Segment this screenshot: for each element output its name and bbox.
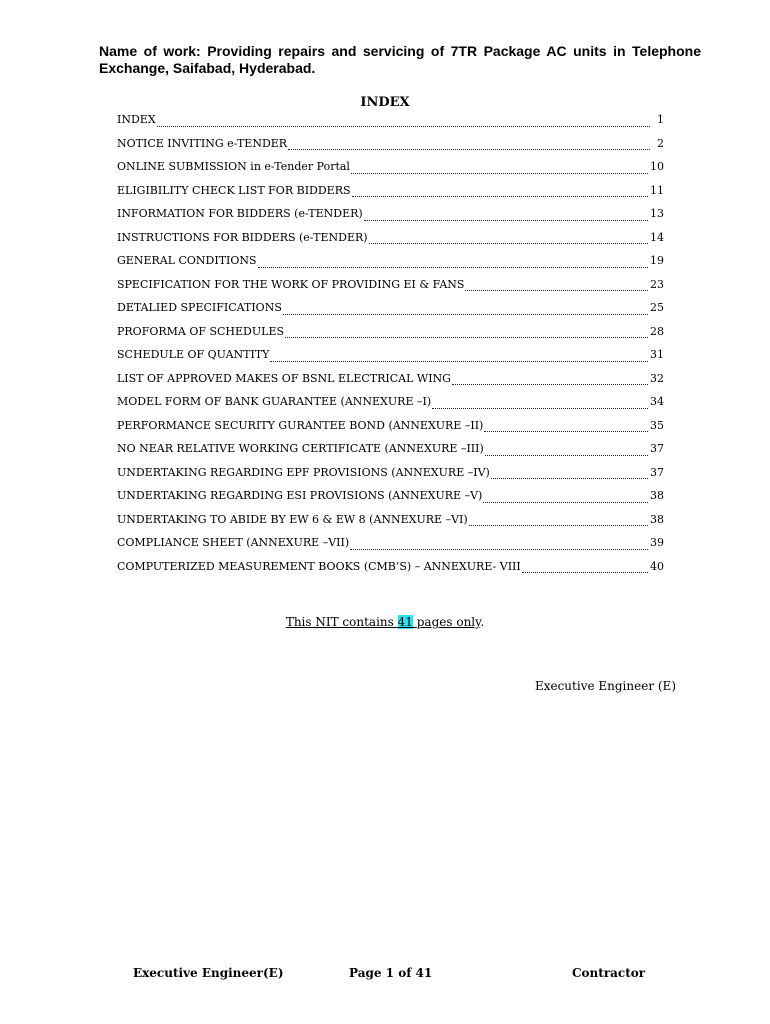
toc-dot-leader <box>485 454 648 456</box>
toc-entry <box>117 392 664 416</box>
toc-entry-page: 37 <box>650 465 664 479</box>
toc-entry-page: 11 <box>650 183 664 197</box>
table-of-contents <box>117 110 664 580</box>
toc-entry-title: INSTRUCTIONS FOR BIDDERS (e-TENDER) <box>117 230 368 244</box>
toc-entry <box>117 369 664 393</box>
toc-entry-title: NOTICE INVITING e-TENDER <box>117 136 288 150</box>
toc-entry <box>117 298 664 322</box>
toc-dot-leader <box>465 289 648 291</box>
toc-entry <box>117 181 664 205</box>
nit-note-period: . <box>480 615 485 629</box>
toc-entry-page: 14 <box>650 230 664 244</box>
toc-dot-leader <box>283 313 648 315</box>
toc-entry <box>117 510 664 534</box>
toc-entry-page: 34 <box>650 395 664 408</box>
toc-dot-leader <box>364 219 648 221</box>
toc-dot-leader <box>270 360 648 362</box>
footer-contractor: Contractor <box>572 966 646 980</box>
toc-entry-title: SPECIFICATION FOR THE WORK OF PROVIDING EI & FANS <box>117 277 465 291</box>
toc-entry <box>117 345 664 369</box>
index-heading: INDEX <box>360 95 410 110</box>
toc-dot-leader <box>491 477 648 479</box>
toc-entry <box>117 204 664 228</box>
toc-entry <box>117 110 664 134</box>
toc-dot-leader <box>452 383 648 385</box>
toc-entry-page: 2 <box>657 136 664 150</box>
toc-entry-title: COMPUTERIZED MEASUREMENT BOOKS (CMB’S) – ANNEXURE- VIII <box>117 559 521 573</box>
nit-note-suffix: pages only <box>416 615 481 629</box>
toc-entry-page: 32 <box>650 371 664 385</box>
toc-entry-page: 23 <box>650 277 664 291</box>
toc-entry-title: DETALIED SPECIFICATIONS <box>117 301 282 314</box>
toc-entry-title: COMPLIANCE SHEET (ANNEXURE –VII) <box>117 536 350 549</box>
toc-dot-leader <box>522 571 648 573</box>
toc-entry <box>117 322 664 346</box>
toc-entry-title: ONLINE SUBMISSION in e-Tender Portal <box>117 160 350 173</box>
toc-entry-page: 38 <box>650 489 664 502</box>
toc-entry-title: UNDERTAKING REGARDING EPF PROVISIONS (ANNEXURE –IV) <box>117 465 490 479</box>
toc-entry-page: 37 <box>650 442 664 455</box>
toc-entry-title: GENERAL CONDITIONS <box>117 254 257 267</box>
toc-entry <box>117 463 664 487</box>
toc-entry-title: UNDERTAKING REGARDING ESI PROVISIONS (ANNEXURE –V) <box>117 489 483 502</box>
toc-dot-leader <box>469 524 648 526</box>
toc-entry-title: ELIGIBILITY CHECK LIST FOR BIDDERS <box>117 183 351 197</box>
toc-entry-page: 19 <box>650 254 664 267</box>
toc-entry-page: 1 <box>657 113 664 126</box>
toc-entry-title: NO NEAR RELATIVE WORKING CERTIFICATE (ANNEXURE –III) <box>117 442 484 455</box>
toc-entry-page: 28 <box>650 324 664 338</box>
toc-entry-title: SCHEDULE OF QUANTITY <box>117 348 270 361</box>
toc-entry-title: INDEX <box>117 113 156 126</box>
toc-entry-page: 40 <box>650 559 664 573</box>
toc-dot-leader <box>157 125 650 127</box>
toc-entry <box>117 486 664 510</box>
toc-entry <box>117 228 664 252</box>
toc-entry-title: INFORMATION FOR BIDDERS (e-TENDER) <box>117 207 363 220</box>
toc-entry <box>117 275 664 299</box>
toc-entry-title: LIST OF APPROVED MAKES OF BSNL ELECTRICAL WING <box>117 371 451 385</box>
toc-entry-title: UNDERTAKING TO ABIDE BY EW 6 & EW 8 (ANNEXURE –VI) <box>117 512 468 526</box>
toc-dot-leader <box>432 407 648 409</box>
toc-entry-page: 31 <box>650 348 664 361</box>
toc-dot-leader <box>258 266 648 268</box>
toc-entry-page: 13 <box>650 207 664 220</box>
page-footer <box>0 965 770 983</box>
toc-entry <box>117 251 664 275</box>
nit-page-count-note <box>0 614 770 630</box>
toc-dot-leader <box>483 501 648 503</box>
toc-entry-page: 10 <box>650 160 664 173</box>
toc-dot-leader <box>350 548 648 550</box>
toc-dot-leader <box>369 242 648 244</box>
toc-entry <box>117 134 664 158</box>
name-of-work-heading: Name of work: Providing repairs and servicing of 7TR Package AC units in Telephone Exchange, Saifabad, Hyderabad. <box>99 43 701 76</box>
toc-entry <box>117 557 664 581</box>
toc-entry <box>117 416 664 440</box>
signature-executive-engineer: Executive Engineer (E) <box>534 679 676 693</box>
toc-entry-page: 35 <box>650 418 664 432</box>
toc-entry-page: 39 <box>650 536 664 549</box>
footer-executive-engineer: Executive Engineer(E) <box>133 966 284 980</box>
toc-entry <box>117 533 664 557</box>
toc-dot-leader <box>484 430 648 432</box>
footer-page-number: Page 1 of 41 <box>349 966 433 980</box>
toc-entry-title: PERFORMANCE SECURITY GURANTEE BOND (ANNEXURE –II) <box>117 418 484 432</box>
nit-page-count-highlight: 41 <box>397 615 413 629</box>
toc-dot-leader <box>288 148 650 150</box>
nit-note-text: This NIT contains <box>285 615 394 629</box>
toc-entry-page: 38 <box>650 512 664 526</box>
toc-entry-page: 25 <box>650 301 664 314</box>
toc-entry-title: MODEL FORM OF BANK GUARANTEE (ANNEXURE –I) <box>117 395 432 408</box>
toc-dot-leader <box>285 336 648 338</box>
toc-dot-leader <box>351 172 648 174</box>
toc-entry <box>117 439 664 463</box>
toc-entry <box>117 157 664 181</box>
toc-dot-leader <box>352 195 648 197</box>
toc-entry-title: PROFORMA OF SCHEDULES <box>117 324 285 338</box>
